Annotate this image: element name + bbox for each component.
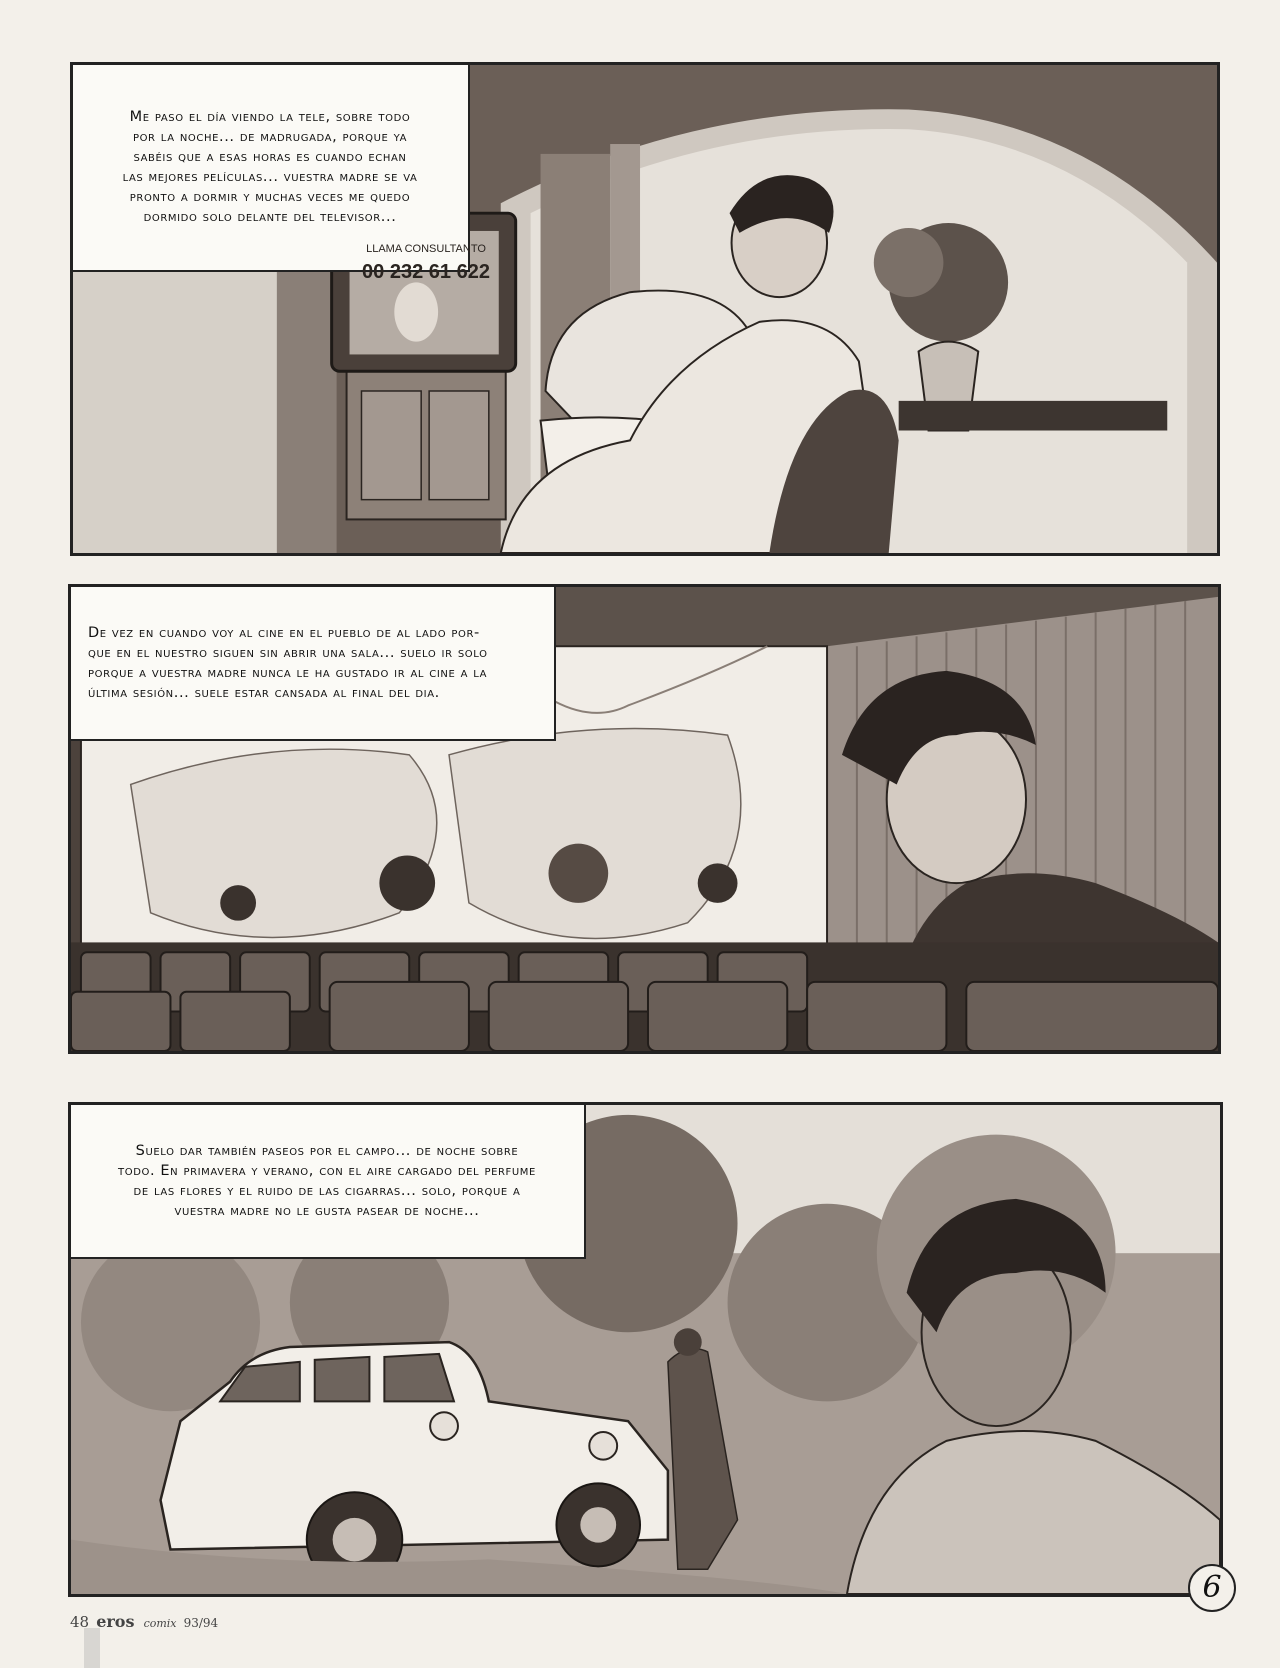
panel-tv-room [70,62,1220,556]
caption-line: última sesión... suele estar cansada al final del dia. [88,684,440,701]
narration-caption [68,1102,586,1259]
caption-line: que en el nuestro siguen sin abrir una sala... suelo ir solo [88,644,488,661]
caption-line: dormido solo delante del televisor... [143,209,397,225]
caption-line: De vez en cuando voy al cine en el pueblo de al lado por- [88,624,480,641]
caption-line: todo. En primavera y verano, con el aire cargado del perfume [118,1162,536,1179]
caption-line: vuestra madre no le gusta pasear de noche... [174,1202,480,1219]
footer-accent-bar [84,1628,100,1668]
footer-magazine-name: eros [96,1612,135,1631]
tv-phone-number: 00 232 61 622 [362,261,490,283]
footer-page-number: 48 [70,1613,90,1631]
narration-caption [70,62,470,272]
tv-caption-top: LLAMA CONSULTANTO [366,243,486,255]
caption-line: de las flores y el ruido de las cigarras... solo, porque a [133,1182,521,1199]
caption-line: por la noche... de madrugada, porque ya [132,129,408,145]
caption-line: las mejores películas... vuestra madre se va [122,169,418,185]
caption-line: Me paso el día viendo la tele, sobre todo [129,109,411,125]
page-footer [70,1612,218,1631]
caption-line: porque a vuestra madre nunca le ha gustado ir al cine a la [88,664,488,681]
caption-line: Suelo dar también paseos por el campo... de noche sobre [135,1142,519,1159]
footer-magazine-sub: comix [143,1617,177,1630]
panel-cinema [68,584,1221,1054]
caption-line: sabéis que a esas horas es cuando echan [133,149,407,165]
page-number-badge: 6 [1188,1564,1236,1612]
panel-countryside [68,1102,1223,1597]
narration-caption [68,584,556,741]
footer-issue: 93/94 [183,1616,219,1630]
caption-line: pronto a dormir y muchas veces me quedo [129,189,411,205]
